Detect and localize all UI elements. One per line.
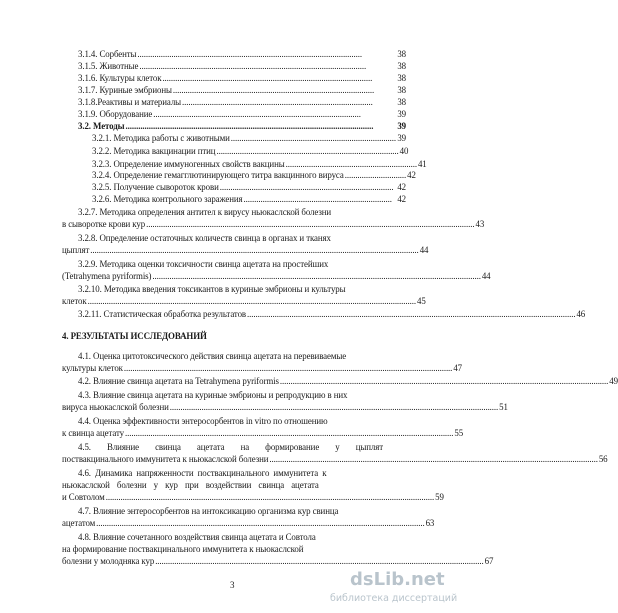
toc-item-46-line3: и Совтолом (62, 492, 105, 502)
toc-item-text: 3.1.9. Оборудование (78, 109, 153, 119)
toc-item[interactable] (92, 181, 406, 193)
toc-item-3210-line2: клеток (62, 296, 87, 306)
toc-item-47[interactable] (62, 517, 435, 529)
toc-dots: ............................. (344, 170, 407, 180)
toc-item-text: 3.1.6. Культуры клеток (78, 73, 162, 83)
toc-item-text: 3.1.4. Сорбенты (78, 49, 137, 59)
toc-item-45-line2: поствакцинального иммунитета к ньюкаслской болезни (62, 454, 269, 464)
toc-dots: ........................................................................................................................................................... (125, 428, 454, 438)
toc-item-46-line1: 4.6. Динамика напряженности поствакцинального иммунитета к (78, 468, 327, 478)
toc-dots: .............................................................................. (230, 133, 397, 143)
toc-dots: ........................................................................................................................................................... (169, 402, 499, 412)
toc-item-48[interactable] (62, 555, 494, 567)
toc-item-47-line2: ацетатом (62, 518, 96, 528)
toc-page-number: 44 (481, 271, 491, 281)
toc-dots: ............................................................................................... (172, 85, 375, 95)
toc-item-41-line2: культуры клеток (62, 363, 123, 373)
toc-page-number: 39 (397, 121, 406, 131)
toc-item[interactable] (78, 96, 406, 108)
toc-page-number: 63 (425, 518, 435, 528)
toc-page-number: 56 (598, 454, 608, 464)
toc-dots: ..................................................................................................................... (125, 121, 374, 131)
toc-item-45-line1: 4.5. Влияние свинца ацетата на формирование у цыплят (78, 442, 383, 452)
toc-item-text: 3.1.5. Животные (78, 61, 139, 71)
toc-item-327-line2: в сыворотке крови кур (62, 219, 146, 229)
toc-dots: ........................................................................................................................................................... (96, 518, 425, 528)
toc-item-42-text: 4.2. Влияние свинца ацетата на Tetrahymena pyriformis (78, 376, 279, 386)
toc-page-number: 41 (417, 159, 427, 169)
toc-page-number: 44 (419, 245, 429, 255)
toc-page-number: 38 (397, 61, 406, 71)
toc-page-number: 43 (475, 219, 485, 229)
toc-item-text: 3.2.4. Определение гемагглютинирующего титра вакцинного вируса (92, 170, 344, 180)
toc-page-number: 45 (417, 296, 426, 306)
toc-item-text: 3.2. Методы (78, 121, 125, 131)
toc-item[interactable] (78, 72, 406, 84)
toc-item-329-line1: 3.2.9. Методика оценки токсичности свинца ацетата на простейших (78, 259, 329, 269)
section-4-heading[interactable]: 4. РЕЗУЛЬТАТЫ ИССЛЕДОВАНИЙ (62, 331, 207, 341)
toc-item[interactable] (78, 120, 406, 132)
toc-item-text: 3.1.7. Куриные эмбрионы (78, 85, 172, 95)
watermark-subtitle: библиотека диссертаций (330, 593, 458, 604)
toc-page-number: 38 (397, 97, 406, 107)
toc-item-41[interactable] (62, 362, 462, 374)
toc-item-text: 3.2.3. Определение иммуногенных свойств вакцины (92, 159, 285, 169)
toc-item-48-line2: на формирование поствакцинального иммунитета к ньюкаслской (62, 544, 304, 554)
toc-item[interactable] (78, 108, 406, 120)
toc-item-44-line2: к свинца ацетату (62, 428, 124, 438)
toc-item-text: 3.2.1. Методика работы с животными (92, 133, 230, 143)
toc-item-3210[interactable] (62, 295, 426, 307)
toc-item-48-line3: болезни у молодняка кур (62, 556, 155, 566)
toc-item-47-line1: 4.7. Влияние энтеросорбентов на интоксикацию организма кур свинца (78, 506, 339, 516)
toc-dots: ........................................................................................................................................................... (247, 309, 576, 319)
toc-item-43-line2: вируса ньюкаслской болезни (62, 402, 169, 412)
toc-item-43-line1: 4.3. Влияние свинца ацетата на куриные эмбрионы и репродукцию в них (78, 390, 348, 400)
toc-dots: ........................................................................................................................................................... (152, 271, 481, 281)
toc-item-45[interactable] (62, 453, 608, 465)
toc-dots: .......................................................................................... (182, 97, 373, 107)
toc-dots: ...................................................................................... (216, 146, 399, 156)
toc-dots: .................................................................................. (219, 182, 394, 192)
toc-item-text: 3.2.2. Методика вакцинации птиц (92, 146, 216, 156)
toc-item-43[interactable] (62, 401, 508, 413)
toc-page-number: 49 (609, 376, 618, 386)
toc-item-text: 3.1.8.Реактивы и материалы (78, 97, 182, 107)
watermark (330, 569, 458, 609)
watermark-logo: dsLib.net (350, 569, 445, 590)
toc-item-44-line1: 4.4. Оценка эффективности энтеросорбентов in vitro по отношению (78, 416, 328, 426)
toc-dots: ...................................................................... (243, 194, 392, 204)
toc-dots: ........................................................................................................................................................... (105, 492, 435, 502)
page-number: 3 (230, 580, 235, 590)
toc-dots: .......................................................................................................... (137, 49, 363, 59)
toc-page-number: 55 (454, 428, 464, 438)
toc-item[interactable] (78, 84, 406, 96)
toc-item-text: 3.2.6. Методика контрольного заражения (92, 194, 243, 204)
toc-item-328-line1: 3.2.8. Определение остаточных количеств свинца в органах и тканях (78, 233, 331, 243)
toc-page-number: 39 (397, 133, 406, 143)
toc-dots: ........................................................................................................................................................... (279, 376, 609, 386)
toc-page-number: 42 (397, 194, 406, 204)
toc-page-number: 40 (399, 146, 409, 156)
toc-dots: ........................................................................................................................................................... (123, 363, 453, 373)
toc-dots: ........................................................................................................................................................... (269, 454, 598, 464)
toc-item-41-line1: 4.1. Оценка цитотоксического действия свинца ацетата на перевиваемые (78, 351, 347, 361)
toc-dots: ........................................................................................................................................................... (146, 219, 475, 229)
toc-item-46[interactable] (62, 491, 444, 503)
toc-page-number: 59 (435, 492, 444, 502)
toc-item-3210-line1: 3.2.10. Методика введения токсикантов в куриные эмбрионы и культуры (78, 284, 346, 294)
toc-item-46-line2: ньюкаслской болезни у кур при воздействии свинца ацетата (62, 480, 319, 490)
toc-page-number: 39 (397, 109, 406, 119)
toc-item[interactable] (92, 145, 409, 157)
toc-item-44[interactable] (62, 427, 464, 439)
toc-page-number: 42 (407, 170, 416, 180)
toc-page-number: 38 (397, 85, 406, 95)
toc-dots: ................................................................................................... (162, 73, 373, 83)
toc-page-number: 38 (397, 49, 406, 59)
toc-item-328-line2: цыплят (62, 245, 90, 255)
toc-item[interactable] (92, 169, 416, 181)
toc-page-number: 46 (576, 309, 586, 319)
toc-page-number: 42 (397, 182, 406, 192)
toc-page-number: 38 (397, 73, 406, 83)
toc-item-3211-text: 3.2.11. Статистическая обработка результатов (78, 309, 247, 319)
toc-page-number: 51 (499, 402, 508, 412)
toc-dots: .............................................................. (285, 159, 417, 169)
toc-dots: ........................................................................................................................................................... (155, 556, 484, 566)
toc-dots: ........................................................................................................................................................... (87, 296, 417, 306)
toc-item-3211[interactable] (78, 308, 586, 320)
toc-item-42[interactable] (78, 375, 618, 387)
toc-item-327-line1: 3.2.7. Методика определения антител к вирусу ньюкаслской болезни (78, 207, 332, 217)
toc-item-text: 3.2.5. Получение сывороток крови (92, 182, 219, 192)
toc-dots: .................................................................................................. (153, 109, 361, 119)
toc-item-329-line2: (Tetrahymena pyriformis) (62, 271, 152, 281)
toc-item-48-line1: 4.8. Влияние сочетанного воздействия свинца ацетата и Совтола (78, 532, 316, 542)
toc-dots: ........................................................................................................... (139, 61, 367, 71)
toc-page-number: 67 (484, 556, 494, 566)
toc-page-number: 47 (453, 363, 462, 373)
toc-item-328[interactable] (62, 244, 429, 256)
toc-item-329[interactable] (62, 270, 491, 282)
toc-item[interactable] (92, 193, 406, 205)
toc-item[interactable] (92, 132, 406, 144)
toc-dots: ........................................................................................................................................................... (90, 245, 419, 255)
toc-item-327[interactable] (62, 218, 485, 230)
toc-item[interactable] (78, 60, 406, 72)
toc-item[interactable] (78, 48, 406, 60)
